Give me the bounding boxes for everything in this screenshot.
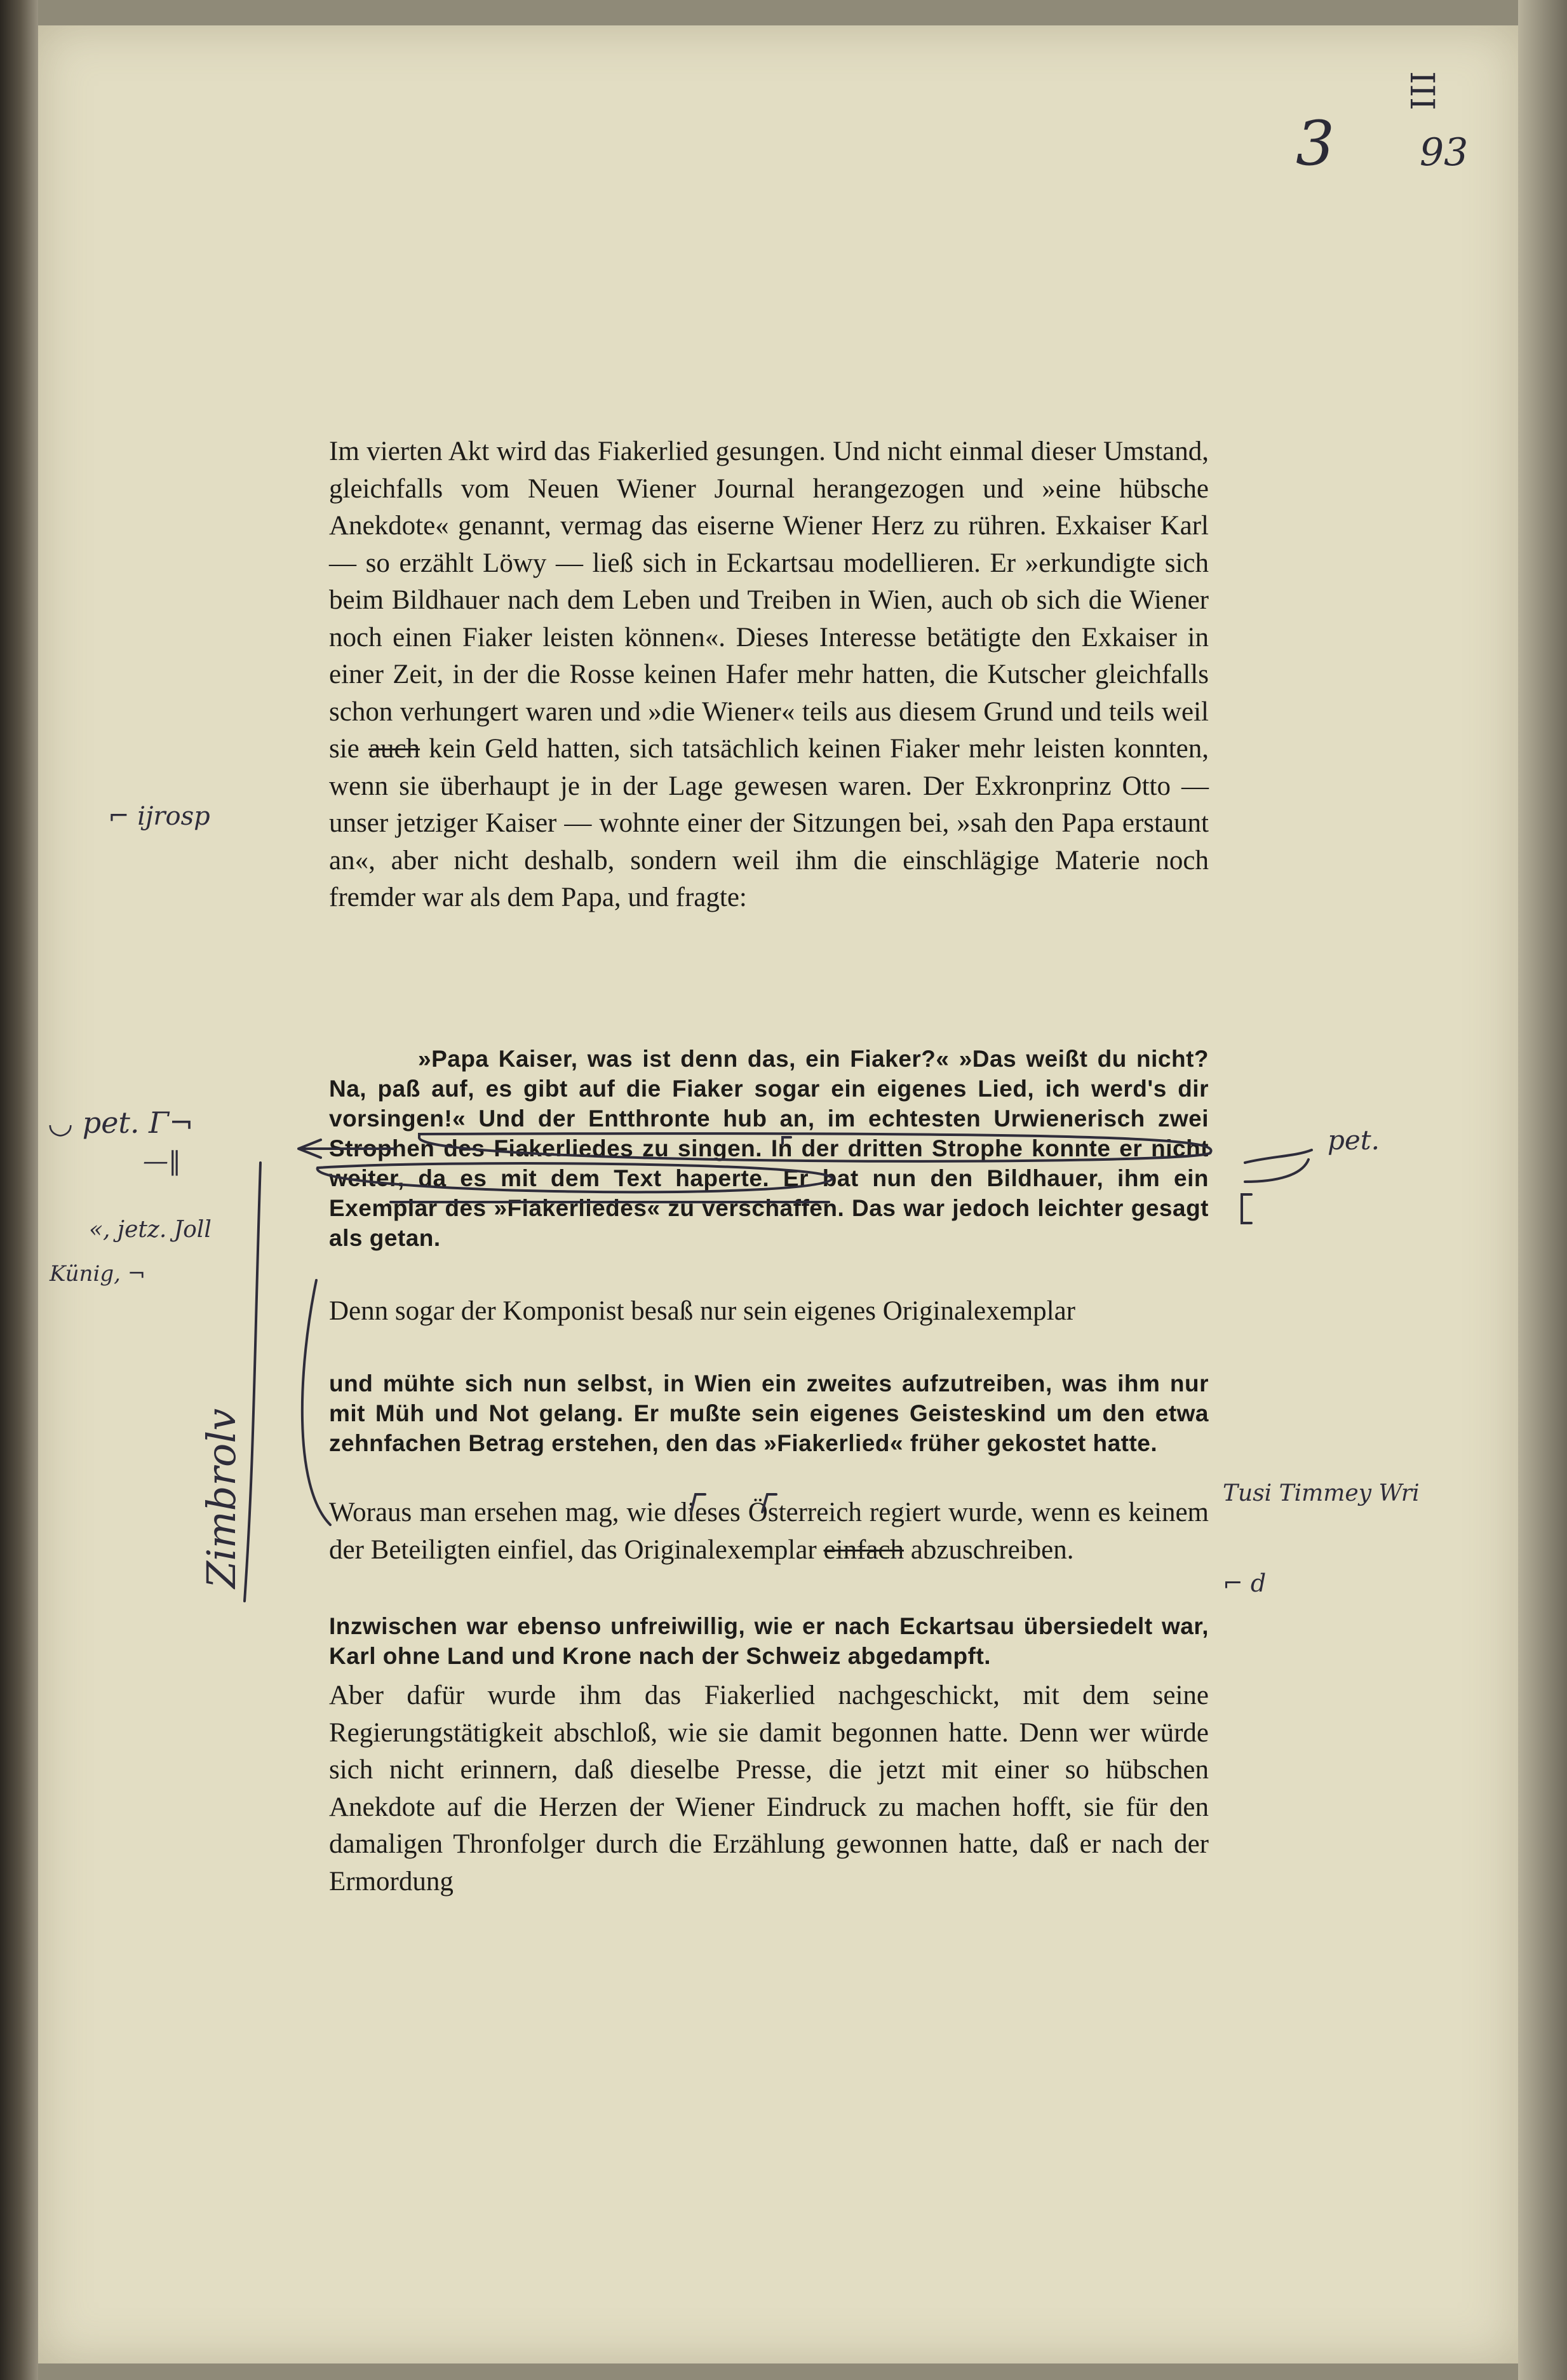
paragraph-7-text: Aber dafür wurde ihm das Fiakerlied nachgeschickt, mit dem seine Regierungstätigkeit abschloß, wie sie damit begonnen hatte. Denn wer würde sich nicht erinnern, daß dieselbe Presse, die jetzt mit einer so hübschen Anekdote auf die Herzen der Wiener Eindruck zu machen hofft, sie für den damaligen Thronfolger durch die Erzählung gewonnen hatte, daß er nach der Ermordung: [329, 1680, 1209, 1897]
margin-note-vertical: Zimbrolv: [198, 1408, 245, 1588]
right-bracket-mark: [1242, 1194, 1251, 1223]
page-number-primary: 3: [1296, 108, 1335, 179]
circle-mark-1: [419, 1133, 1211, 1161]
margin-note-left-1: ⌐ ijrosp: [108, 802, 210, 831]
bracket-mark-2: [245, 1163, 260, 1601]
paragraph-2-text: »Papa Kaiser, was ist denn das, ein Fiaker?« »Das weißt du nicht? Na, paß auf, es gibt auf die Fiaker sogar ein eigenes Lied, ich werd's dir vorsingen!« Und der Entthronte hub an, im echtesten Urwienerisch zwei Strophen des Fiakerliedes zu singen. In der dritten Strophe konnte er nicht weiter, da es mit dem Text haperte. Er bat nun den Bildhauer, ihm ein Exemplar des »Fiakerliedes« zu verschaffen. Das war jedoch leichter gesagt als getan.: [329, 1046, 1209, 1251]
paragraph-6-text: Inzwischen war ebenso unfreiwillig, wie er nach Eckartsau übersiedelt war, Karl ohne Land und Krone nach der Schweiz abgedampft.: [329, 1613, 1209, 1669]
paragraph-5-text-end: abzuschreiben.: [904, 1534, 1074, 1565]
arrow-mark: [299, 1140, 394, 1158]
margin-note-right-3: ⌐ d: [1223, 1569, 1267, 1597]
page-number-secondary: 93: [1420, 130, 1469, 175]
bracket-mark: [302, 1280, 330, 1525]
margin-note-right-2: Tusi Timmey Wri: [1223, 1480, 1420, 1506]
paragraph-5-text: Woraus man ersehen mag, wie dieses Österreich regiert wurde, wenn es keinem der Beteiligten einfiel, das Originalexemplar: [329, 1498, 1209, 1565]
margin-note-left-2: ◡ pet. Γ¬: [48, 1105, 194, 1140]
insertion-mark-2: [691, 1494, 705, 1512]
struck-word-auch: auch: [368, 734, 420, 764]
paragraph-3-text: Denn sogar der Komponist besaß nur sein eigenes Originalexemplar: [329, 1296, 1076, 1326]
circle-mark-2: [318, 1163, 832, 1192]
paragraph-1-text-end: kein Geld hatten, sich tatsächlich keinen Fiaker mehr leisten konnten, wenn sie überhaupt je in der Lage gewesen waren. Der Exkronprinz Otto — unser jetziger Kaiser — wohnte einer der Sitzungen bei, »sah den Papa erstaunt an«, aber nicht deshalb, sondern weil ihm die einschlägige Materie noch fremder war als dem Papa, und fragte:: [329, 734, 1209, 912]
right-curl-mark: [1245, 1150, 1312, 1182]
paragraph-4-text: und mühte sich nun selbst, in Wien ein zweites aufzutreiben, was ihm nur mit Müh und Not gelang. Er mußte sein eigenes Geisteskind um den etwa zehnfachen Betrag erstehen, den das »Fiakerlied« früher gekostet hatte.: [329, 1370, 1209, 1456]
insertion-mark-1: [783, 1137, 791, 1144]
insertion-mark-3: [762, 1494, 776, 1512]
paragraph-1-text: Im vierten Akt wird das Fiakerlied gesungen. Und nicht einmal dieser Umstand, gleichfalls vom Neuen Wiener Journal herangezogen und »eine hübsche Anekdote« genannt, vermag das eiserne Wiener Herz zu rühren. Exkaiser Karl — so erzählt Löwy — ließ sich in Eckartsau modellieren. Er »erkundigte sich beim Bildhauer nach dem Leben und Treiben in Wien, auch ob sich die Wiener noch einen Fiaker leisten können«. Dieses Interesse betätigte den Exkaiser in einer Zeit, in der die Rosse keinen Hafer mehr hatten, die Kutscher gleichfalls schon verhungert waren und »die Wiener« teils aus diesem Grund und teils weil sie: [329, 436, 1209, 764]
margin-note-left-3: —‖: [143, 1147, 181, 1176]
page-number-roman: III: [1402, 71, 1441, 111]
margin-note-left-5: Künig, ¬: [50, 1261, 146, 1287]
margin-note-right-1: pet.: [1328, 1125, 1380, 1156]
margin-note-left-4: «, jetz. Joll: [89, 1217, 212, 1243]
struck-word-einfach: einfach: [823, 1534, 905, 1565]
